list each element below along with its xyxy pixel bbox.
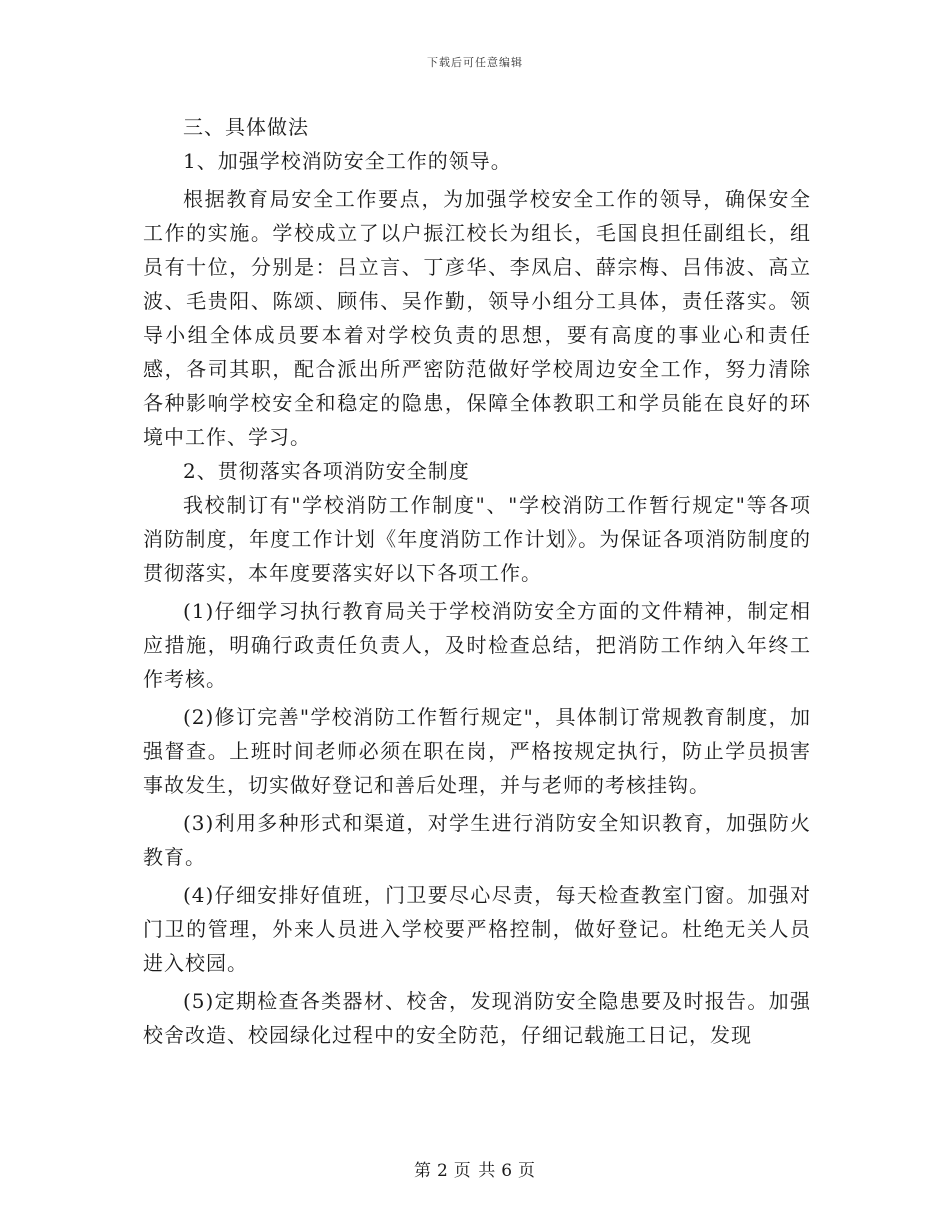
list-item-4: (4)仔细安排好值班，门卫要尽心尽责，每天检查教室门窗。加强对门卫的管理，外来人员进入学校要严格控制，做好登记。杜绝无关人员进入校园。 [143,883,811,975]
total-pages-number: 6 [501,1161,514,1181]
document-body [143,110,811,1052]
page-label-suffix: 页 [518,1161,537,1181]
list-item-5: (5)定期检查各类器材、校舍，发现消防安全隐患要及时报告。加强校舍改造、校园绿化过程中的安全防范，仔细记载施工日记，发现 [143,989,811,1047]
paragraph-regulations: 我校制订有"学校消防工作制度"、"学校消防工作暂行规定"等各项消防制度，年度工作计划《年度消防工作计划》。为保证各项消防制度的贯彻落实，本年度要落实好以下各项工作。 [143,493,811,585]
list-item-2: (2)修订完善"学校消防工作暂行规定"，具体制订常规教育制度，加强督查。上班时间老师必须在职在岗，严格按规定执行，防止学员损害事故发生，切实做好登记和善后处理，并与老师的考核挂钩。 [143,705,811,797]
list-item-1: (1)仔细学习执行教育局关于学校消防安全方面的文件精神，制定相应措施，明确行政责任负责人，及时检查总结，把消防工作纳入年终工作考核。 [143,599,811,691]
paragraph-leadership: 根据教育局安全工作要点，为加强学校安全工作的领导，确保安全工作的实施。学校成立了以户振江校长为组长，毛国良担任副组长，组员有十位，分别是：吕立言、丁彦华、李凤启、薛宗梅、吕伟波、高立波、毛贵阳、陈颂、顾伟、吴作勤，领导小组分工具体，责任落实。领导小组全体成员要本着对学校负责的思想，要有高度的事业心和责任感，各司其职，配合派出所严密防范做好学校周边安全工作，努力清除各种影响学校安全和稳定的隐患，保障全体教职工和学员能在良好的环境中工作、学习。 [143,187,811,449]
section-heading: 三、具体做法 [183,115,309,139]
list-item-3: (3)利用多种形式和渠道，对学生进行消防安全知识教育，加强防火教育。 [143,811,811,869]
page-label-prefix: 第 [413,1161,432,1181]
subheading-2: 2、贯彻落实各项消防安全制度 [183,459,470,483]
header-note: 下载后可任意编辑 [427,56,523,69]
current-page-number: 2 [436,1161,449,1181]
page-number [0,1156,950,1181]
subheading-1: 1、加强学校消防安全工作的领导。 [183,149,512,173]
page-label-middle: 页 共 [453,1161,497,1181]
